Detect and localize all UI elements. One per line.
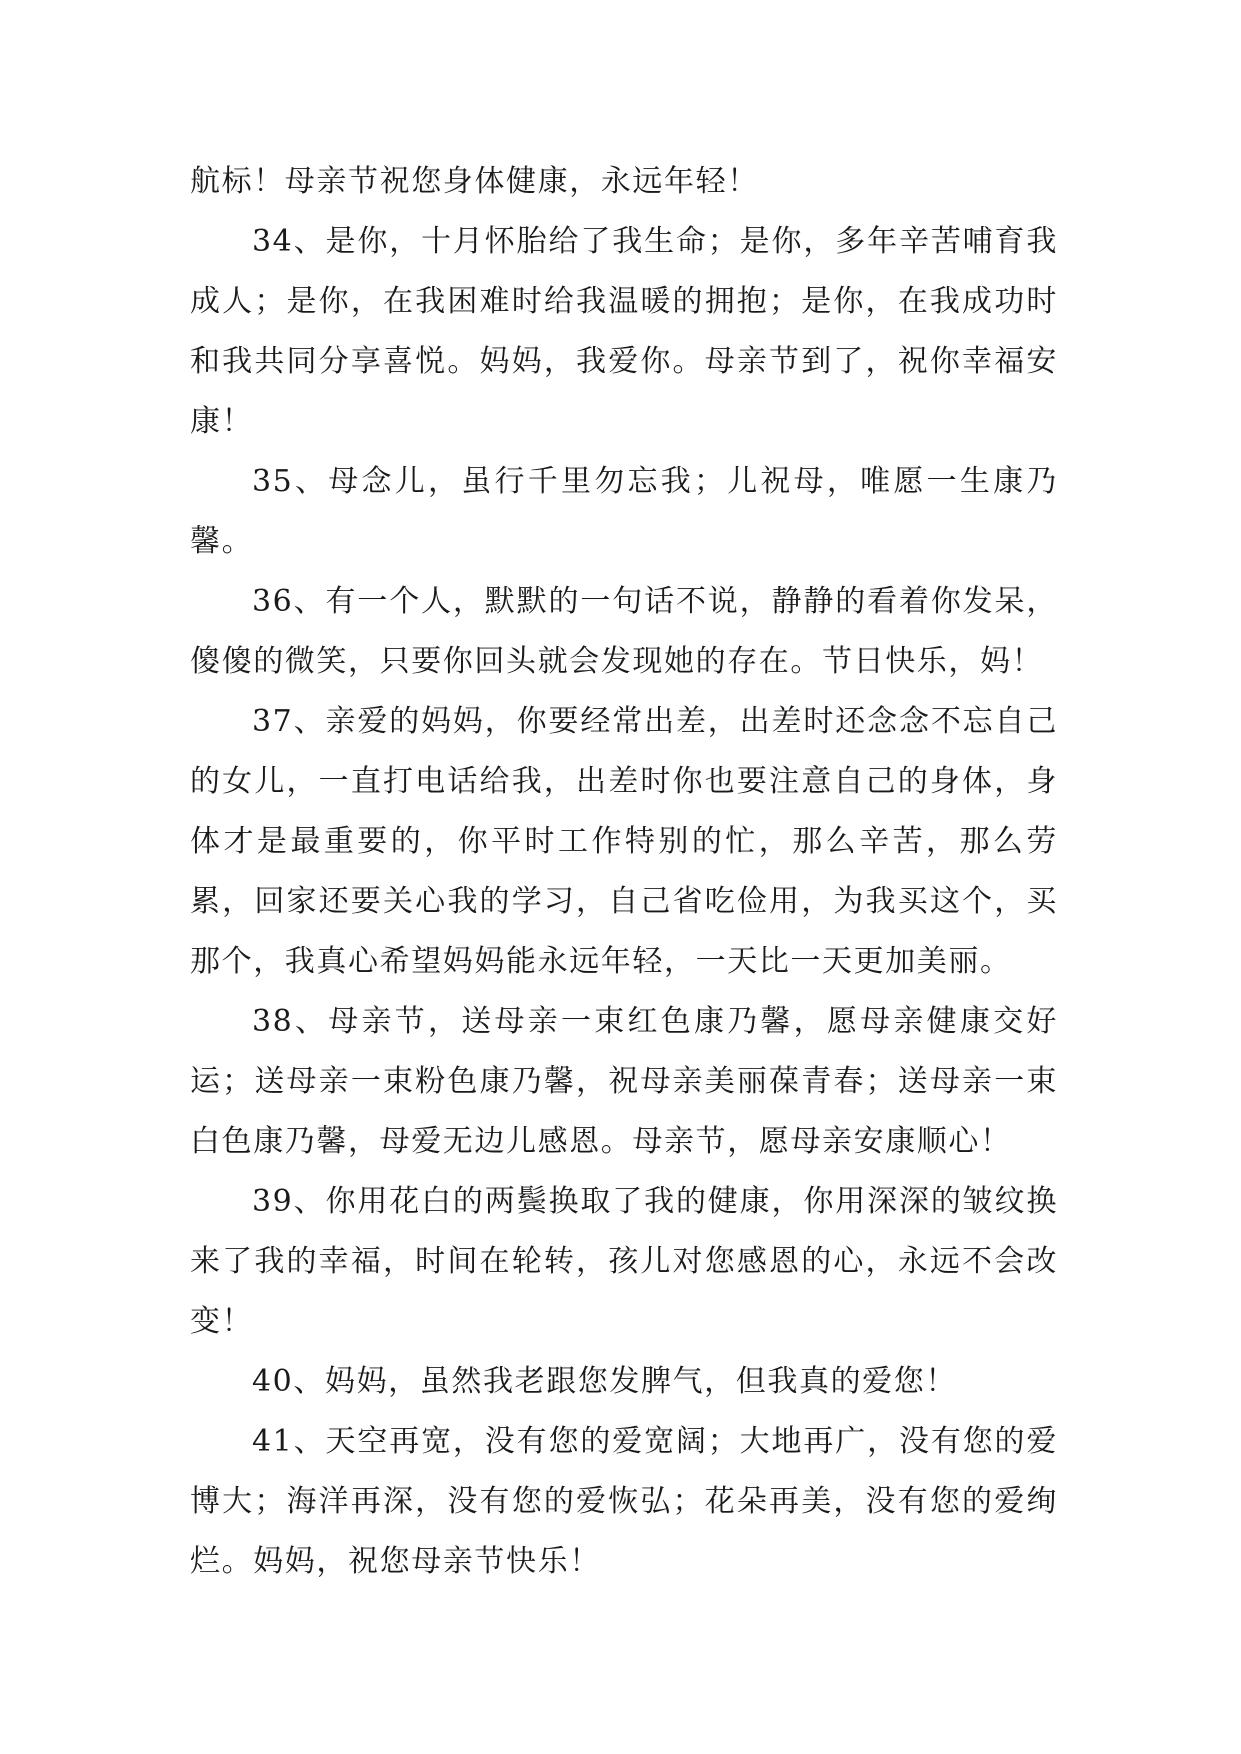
paragraph-continuation: 航标！母亲节祝您身体健康，永远年轻！ bbox=[190, 164, 759, 199]
paragraph-40: 40、妈妈，虽然我老跟您发脾气，但我真的爱您！ bbox=[252, 1364, 957, 1399]
document-page bbox=[190, 152, 1058, 1592]
paragraph-38: 38、母亲节，送母亲一束红色康乃馨，愿母亲健康交好运；送母亲一束粉色康乃馨，祝母亲美丽葆青春；送母亲一束白色康乃馨，母爱无边儿感恩。母亲节，愿母亲安康顺心！ bbox=[190, 1004, 1058, 1159]
paragraph-39: 39、你用花白的两鬓换取了我的健康，你用深深的皱纹换来了我的幸福，时间在轮转，孩儿对您感恩的心，永远不会改变！ bbox=[190, 1184, 1058, 1339]
paragraph-36: 36、有一个人，默默的一句话不说，静静的看着你发呆，傻傻的微笑，只要你回头就会发现她的存在。节日快乐，妈！ bbox=[190, 584, 1058, 679]
paragraph-34: 34、是你，十月怀胎给了我生命；是你，多年辛苦哺育我成人；是你，在我困难时给我温暖的拥抱；是你，在我成功时和我共同分享喜悦。妈妈，我爱你。母亲节到了，祝你幸福安康！ bbox=[190, 224, 1058, 439]
paragraph-37: 37、亲爱的妈妈，你要经常出差，出差时还念念不忘自己的女儿，一直打电话给我，出差时你也要注意自己的身体，身体才是最重要的，你平时工作特别的忙，那么辛苦，那么劳累，回家还要关心我的学习，自己省吃俭用，为我买这个，买那个，我真心希望妈妈能永远年轻，一天比一天更加美丽。 bbox=[190, 704, 1058, 979]
paragraph-41: 41、天空再宽，没有您的爱宽阔；大地再广，没有您的爱博大；海洋再深，没有您的爱恢弘；花朵再美，没有您的爱绚烂。妈妈，祝您母亲节快乐！ bbox=[190, 1424, 1058, 1579]
paragraph-35: 35、母念儿，虽行千里勿忘我；儿祝母，唯愿一生康乃馨。 bbox=[190, 464, 1058, 559]
